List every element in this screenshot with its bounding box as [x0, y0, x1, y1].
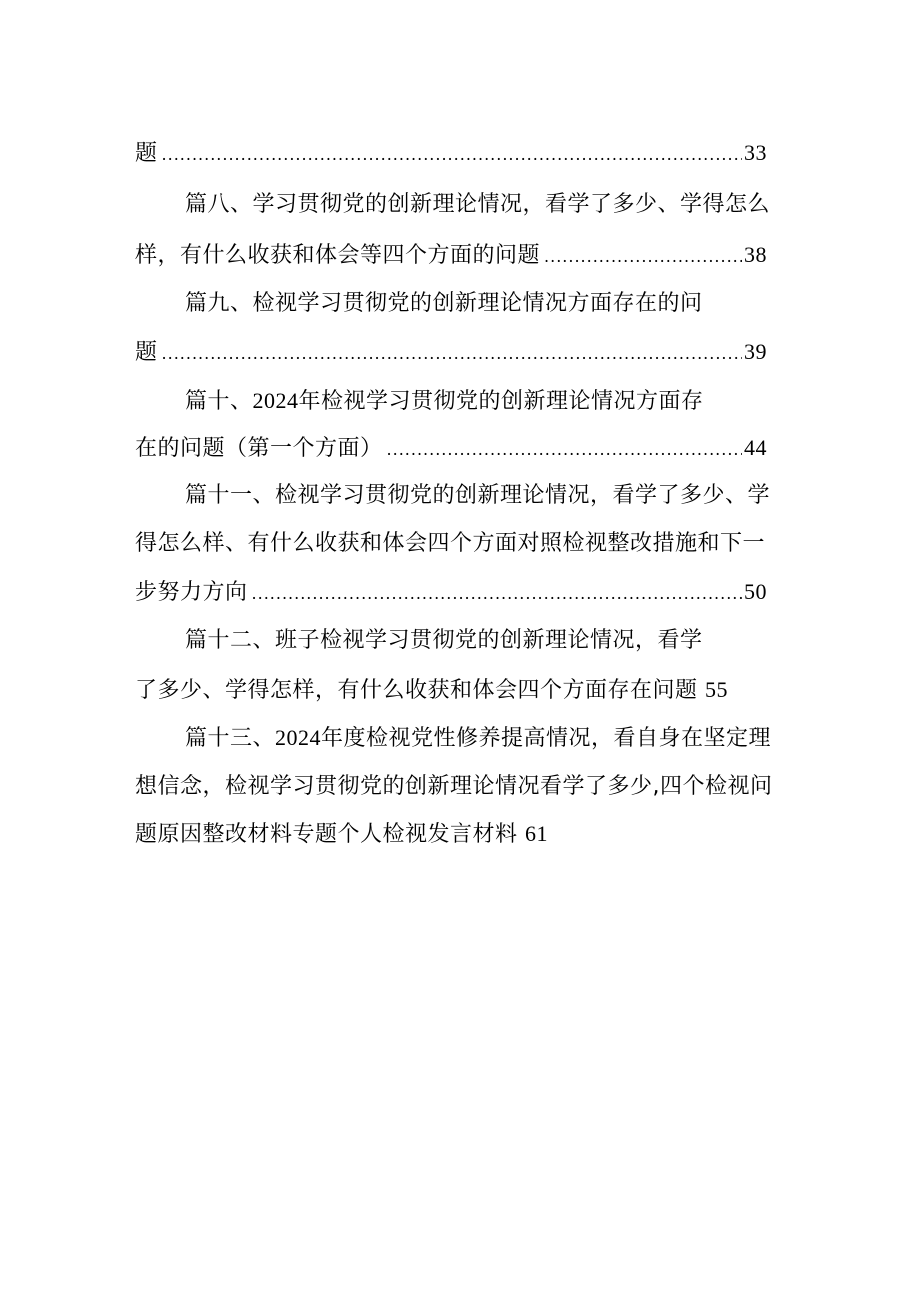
toc-entry-13-prefix: 篇十三、 — [185, 726, 276, 751]
toc-entry-8-title: 篇八、学习贯彻党的创新理论情况，看学了多少、学得怎么 — [185, 192, 771, 217]
toc-entry-10-line-2[interactable] — [135, 431, 767, 465]
toc-entry-10-prefix: 篇十、 — [185, 389, 253, 414]
toc-entry-13-title-end: 题原因整改材料专题个人检视发言材料 — [135, 822, 518, 847]
toc-entry-12-title: 篇十二、班子检视学习贯彻党的创新理论情况，看学 — [185, 628, 703, 653]
dot-leader — [387, 433, 742, 467]
toc-entry-9-page: 39 — [744, 339, 767, 364]
toc-entry-8-line-2[interactable] — [135, 238, 767, 272]
toc-entry-9-line-1[interactable] — [185, 287, 703, 321]
toc-entry-11-line-1[interactable] — [185, 479, 770, 513]
toc-entry-10-title: 年检视学习贯彻党的创新理论情况方面存 — [298, 389, 704, 414]
dot-leader — [544, 240, 742, 274]
toc-entry-10-year: 2024 — [252, 388, 299, 413]
toc-entry-11-line-2[interactable] — [135, 527, 765, 561]
toc-entry-13-title: 年度检视党性修养提高情况，看自身在坚定理 — [321, 726, 772, 751]
toc-entry-11-line-3[interactable] — [135, 575, 767, 609]
toc-entry-7-tail[interactable] — [135, 136, 767, 170]
toc-entry-8-line-1[interactable] — [185, 188, 770, 222]
toc-entry-7-text: 题 — [135, 141, 158, 166]
toc-entry-11-page: 50 — [744, 579, 767, 604]
toc-entry-10-line-1[interactable] — [185, 384, 704, 418]
toc-entry-13-line-1[interactable] — [185, 721, 771, 755]
toc-entry-9-title-cont: 题 — [135, 340, 158, 365]
toc-entry-8-title-cont: 样，有什么收获和体会等四个方面的问题 — [135, 243, 541, 268]
toc-entry-12-page: 55 — [705, 677, 729, 702]
toc-entry-13-line-2[interactable] — [135, 770, 773, 804]
dot-leader — [162, 138, 742, 172]
toc-entry-11-title-cont: 得怎么样、有什么收获和体会四个方面对照检视整改措施和下一 — [135, 531, 766, 556]
toc-entry-12-title-cont: 了多少、学得怎样，有什么收获和体会四个方面存在问题 — [135, 678, 698, 703]
toc-entry-7-page: 33 — [744, 140, 767, 165]
toc-entry-9-line-2[interactable] — [135, 335, 767, 369]
toc-entry-9-title: 篇九、检视学习贯彻党的创新理论情况方面存在的问 — [185, 291, 703, 316]
dot-leader — [162, 337, 742, 371]
toc-entry-11-title-end: 步努力方向 — [135, 580, 248, 605]
dot-leader — [252, 577, 742, 611]
toc-entry-12-line-1[interactable] — [185, 624, 703, 658]
toc-entry-12-line-2[interactable] — [135, 673, 728, 707]
toc-entry-13-line-3[interactable] — [135, 817, 548, 851]
toc-entry-11-title: 篇十一、检视学习贯彻党的创新理论情况，看学了多少、学 — [185, 483, 771, 508]
toc-entry-8-page: 38 — [744, 242, 767, 267]
toc-entry-13-title-cont: 想信念，检视学习贯彻党的创新理论情况看学了多少,四个检视问 — [135, 774, 773, 799]
toc-entry-13-year: 2024 — [275, 725, 322, 750]
toc-entry-13-page: 61 — [525, 821, 549, 846]
toc-entry-10-title-cont: 在的问题（第一个方面） — [135, 436, 383, 461]
toc-entry-10-page: 44 — [744, 435, 767, 460]
